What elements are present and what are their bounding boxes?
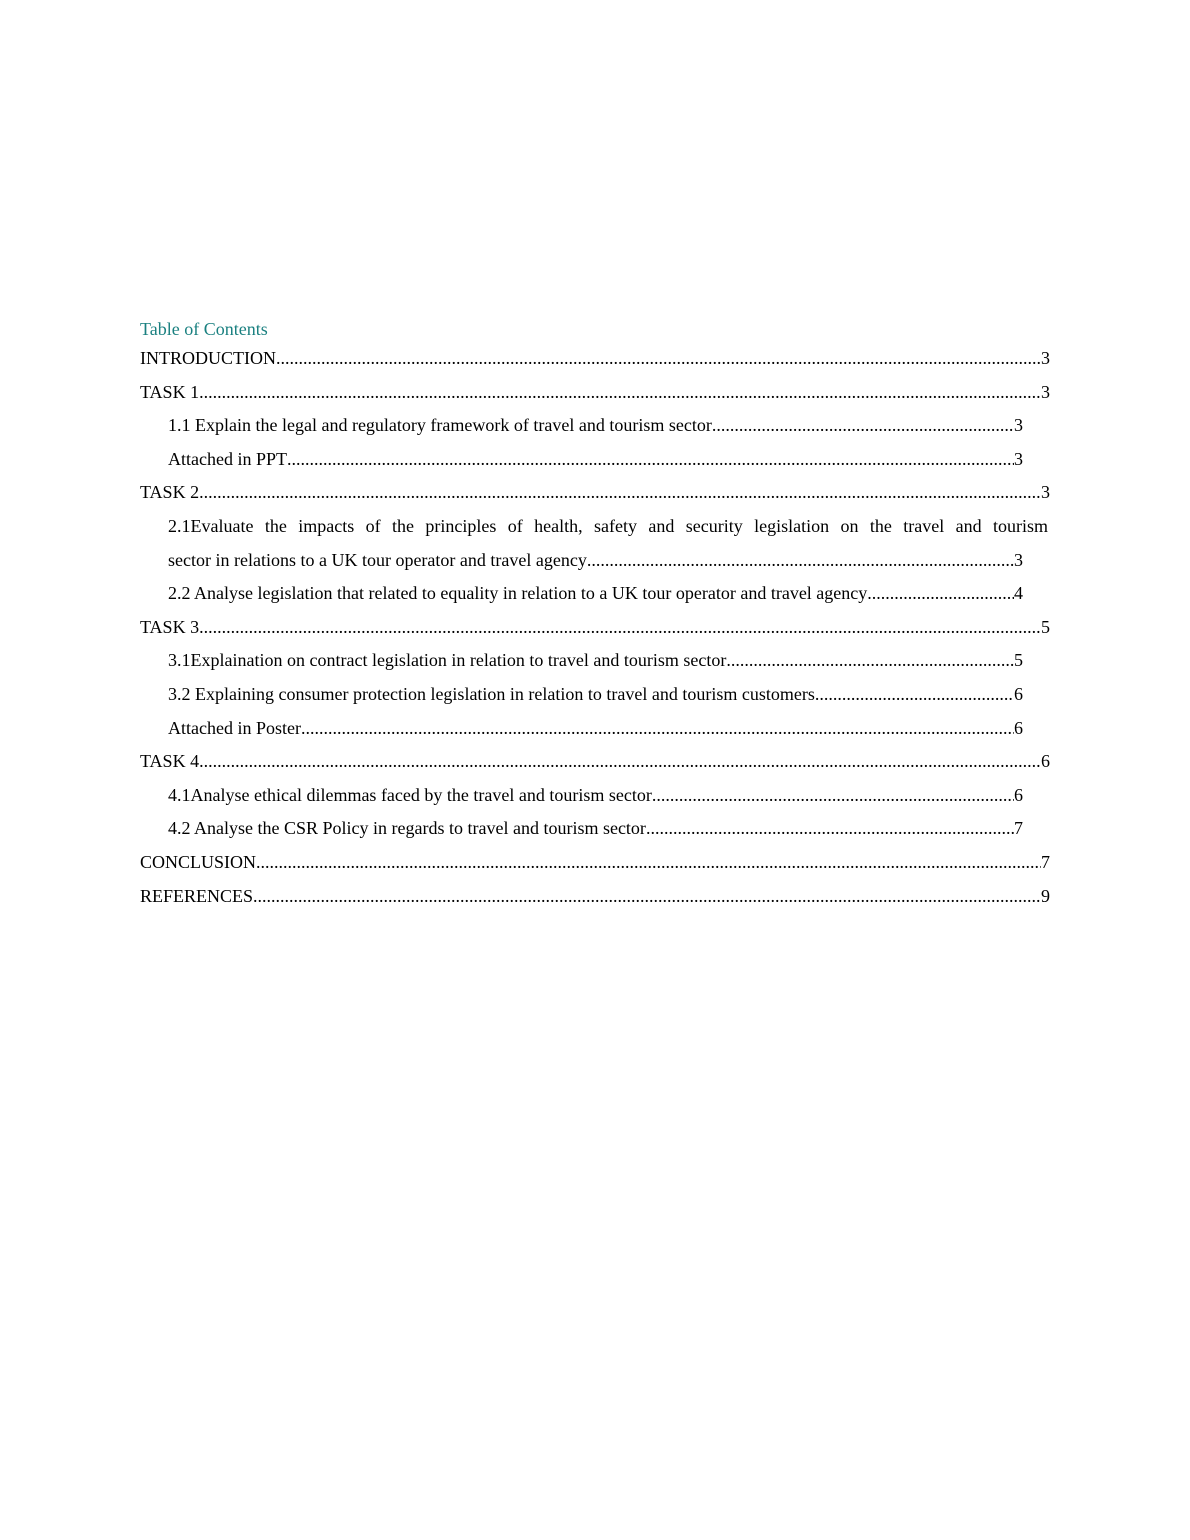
toc-entry-line2 <box>168 544 1023 578</box>
dot-leader <box>815 678 1014 712</box>
toc-entry-text: Attached in Poster <box>168 717 301 738</box>
toc-entry-page: 6 <box>1014 784 1023 805</box>
dot-leader <box>867 577 1014 611</box>
toc-entry-text: REFERENCES <box>140 885 254 906</box>
dot-leader <box>646 812 1014 846</box>
toc-entry-page: 3 <box>1014 415 1023 436</box>
toc-entry-4-1[interactable] <box>140 779 1023 813</box>
toc-entry-task-3[interactable] <box>140 611 1050 645</box>
toc-entry-page: 6 <box>1014 683 1023 704</box>
dot-leader <box>726 644 1014 678</box>
dot-leader <box>301 712 1014 746</box>
toc-entry-page: 5 <box>1014 650 1023 671</box>
toc-entry-text: 4.1Analyse ethical dilemmas faced by the travel and tourism sector <box>168 784 652 805</box>
toc-entry-text: 3.1Explaination on contract legislation in relation to travel and tourism sector <box>168 650 727 671</box>
toc-entry-page: 7 <box>1041 851 1050 872</box>
toc-entry-text: TASK 4 <box>140 751 200 772</box>
toc-entry-page: 3 <box>1041 381 1050 402</box>
toc-entry-page: 3 <box>1041 348 1050 368</box>
toc-entry-page: 3 <box>1041 482 1050 503</box>
toc-entry-text: TASK 3 <box>140 616 200 637</box>
toc-entry-4-2[interactable] <box>140 812 1023 846</box>
toc-list <box>140 342 1050 913</box>
toc-entry-text: 2.2 Analyse legislation that related to equality in relation to a UK tour operator and travel agency <box>168 583 868 604</box>
dot-leader <box>199 376 1041 410</box>
toc-entry-references[interactable] <box>140 880 1050 914</box>
toc-entry-text: Attached in PPT <box>168 448 287 469</box>
toc-entry-text: 3.2 Explaining consumer protection legislation in relation to travel and tourism customers <box>168 683 815 704</box>
dot-leader <box>199 745 1041 779</box>
dot-leader <box>253 880 1041 914</box>
toc-title: Table of Contents <box>140 319 268 339</box>
toc-entry-introduction[interactable] <box>140 342 1050 376</box>
toc-entry-text: INTRODUCTION <box>140 348 276 368</box>
toc-entry-text-line1: 2.1Evaluate the impacts of the principles of health, safety and security legislation on the travel and tourism <box>168 515 1048 536</box>
toc-entry-text: 1.1 Explain the legal and regulatory framework of travel and tourism sector <box>168 415 712 436</box>
toc-entry-text-line2: sector in relations to a UK tour operator and travel agency <box>168 549 587 570</box>
toc-entry-text: CONCLUSION <box>140 851 257 872</box>
dot-leader <box>199 611 1041 645</box>
dot-leader <box>587 544 1014 578</box>
toc-entry-page: 3 <box>1014 549 1023 570</box>
toc-entry-page: 7 <box>1014 818 1023 839</box>
toc-entry-page: 3 <box>1014 448 1023 469</box>
toc-entry-1-1[interactable] <box>140 409 1023 443</box>
dot-leader <box>712 409 1014 443</box>
toc-entry-page: 5 <box>1041 616 1050 637</box>
toc-entry-page: 4 <box>1014 583 1023 604</box>
toc-entry-page: 9 <box>1041 885 1050 906</box>
toc-entry-text: TASK 1 <box>140 381 200 402</box>
toc-entry-task-4[interactable] <box>140 745 1050 779</box>
dot-leader <box>652 779 1014 813</box>
toc-entry-text: TASK 2 <box>140 482 200 503</box>
toc-entry-conclusion[interactable] <box>140 846 1050 880</box>
toc-entry-3-1[interactable] <box>140 644 1023 678</box>
toc-entry-2-1[interactable] <box>140 510 1048 577</box>
toc-entry-2-2[interactable] <box>140 577 1023 611</box>
table-of-contents <box>140 316 1050 913</box>
toc-entry-attached-ppt[interactable] <box>140 443 1023 477</box>
toc-entry-task-1[interactable] <box>140 376 1050 410</box>
dot-leader <box>199 476 1041 510</box>
toc-entry-3-2[interactable] <box>140 678 1023 712</box>
toc-entry-text: 4.2 Analyse the CSR Policy in regards to travel and tourism sector <box>168 818 646 839</box>
toc-entry-page: 6 <box>1014 717 1023 738</box>
dot-leader <box>287 443 1014 477</box>
dot-leader <box>256 846 1041 880</box>
toc-entry-task-2[interactable] <box>140 476 1050 510</box>
dot-leader <box>276 342 1041 376</box>
toc-entry-attached-poster[interactable] <box>140 712 1023 746</box>
toc-entry-page: 6 <box>1041 751 1050 772</box>
